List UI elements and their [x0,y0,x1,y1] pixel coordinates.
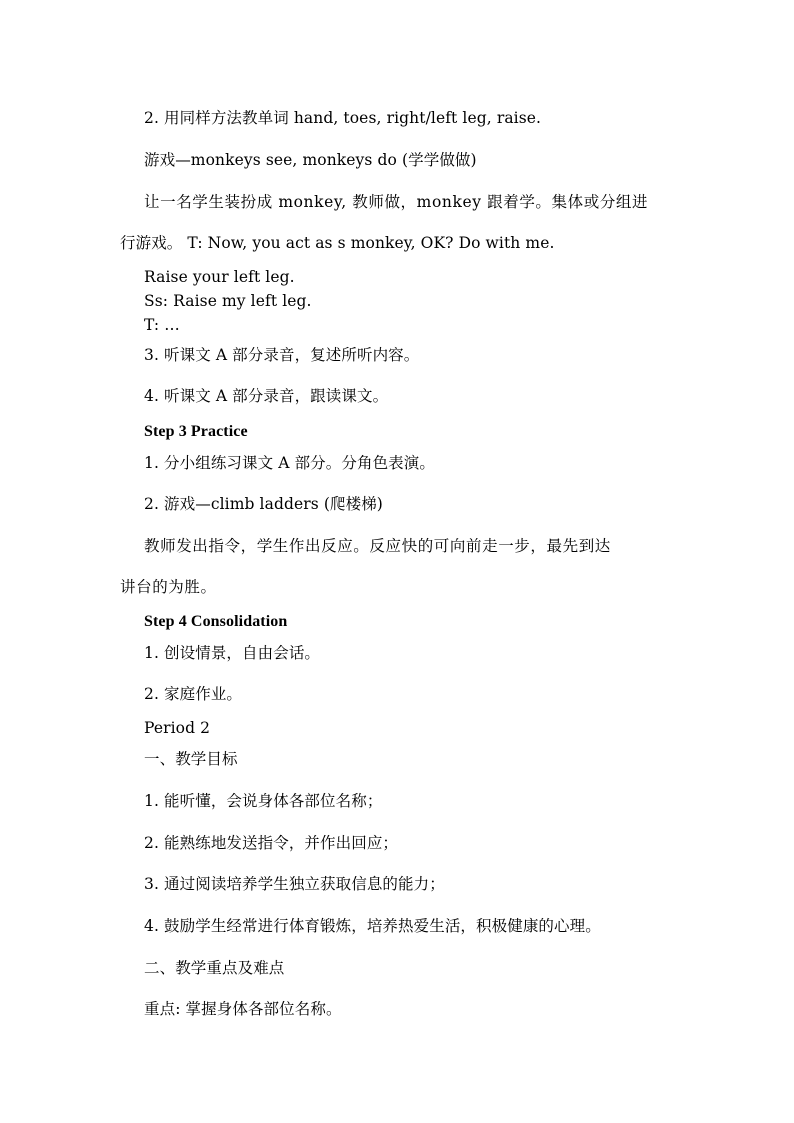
text-line: Raise your left leg. [144,268,295,286]
text-line: 3. 通过阅读培养学生独立获取信息的能力； [144,875,445,893]
text-line: 2. 游戏—climb ladders (爬楼梯) [144,495,383,513]
section-heading: Step 4 Consolidation [144,613,288,630]
section-heading: Step 3 Practice [144,423,248,440]
text-line: 重点: 掌握身体各部位名称。 [144,1000,342,1018]
text-line: 教师发出指令，学生作出反应。反应快的可向前走一步，最先到达 [144,537,611,555]
text-line: 2. 能熟练地发送指令，并作出回应； [144,834,399,852]
text-line: 讲台的为胜。 [120,578,217,596]
text-line: 2. 用同样方法教单词 hand, toes, right/left leg, raise. [144,109,542,127]
section-heading: 一、教学目标 [144,750,238,768]
text-line: 行游戏。 T: Now, you act as s monkey, OK? Do with me. [120,234,555,252]
text-line: Ss: Raise my left leg. [144,292,312,310]
text-line: 1. 能听懂，会说身体各部位名称； [144,792,383,810]
section-heading: 二、教学重点及难点 [144,959,285,977]
text-line: T: … [144,316,180,334]
text-line: 游戏—monkeys see, monkeys do (学学做做) [144,151,477,169]
text-line: 4. 鼓励学生经常进行体育锻炼，培养热爱生活，积极健康的心理。 [144,917,601,935]
text-line: 3. 听课文 A 部分录音，复述所听内容。 [144,346,420,364]
text-line: 4. 听课文 A 部分录音，跟读课文。 [144,387,389,405]
text-line: 2. 家庭作业。 [144,685,243,703]
section-heading: Period 2 [144,719,211,737]
text-line: 1. 分小组练习课文 A 部分。分角色表演。 [144,454,435,472]
text-line: 让一名学生装扮成 monkey, 教师做，monkey 跟着学。集体或分组进 [144,193,649,211]
text-line: 1. 创设情景，自由会话。 [144,644,321,662]
